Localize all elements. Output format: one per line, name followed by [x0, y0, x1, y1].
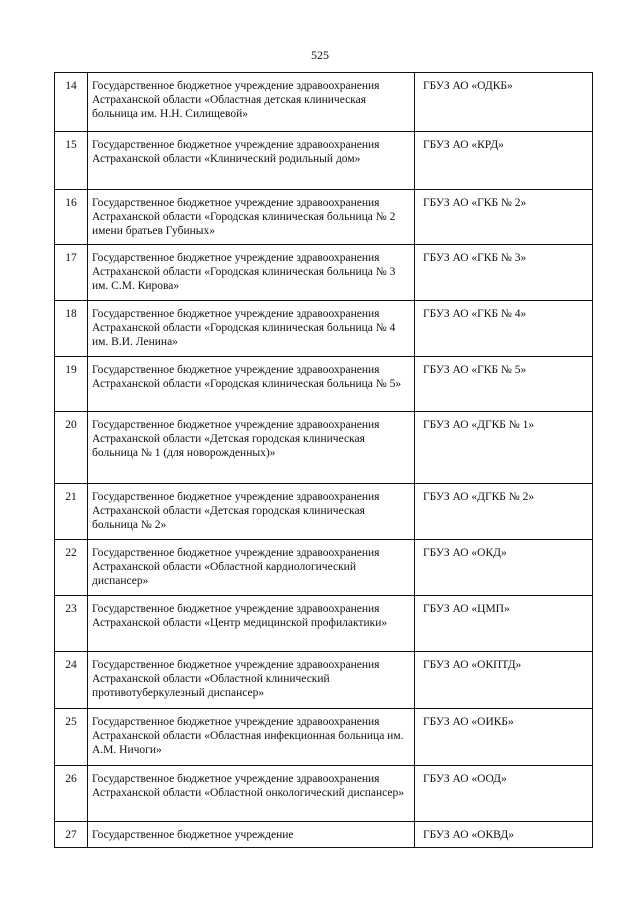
institution-name: Государственное бюджетное учреждение здравоохранения Астраханской области «Городская клиническая больница № 4 им. В.И. Ленина»: [88, 301, 415, 357]
institution-abbreviation: ГБУЗ АО «ОИКБ»: [415, 709, 593, 766]
table-row: [55, 709, 593, 766]
row-number: 20: [55, 412, 88, 484]
table-row: [55, 652, 593, 709]
row-number: 15: [55, 132, 88, 190]
row-number: 18: [55, 301, 88, 357]
institution-abbreviation: ГБУЗ АО «ДГКБ № 1»: [415, 412, 593, 484]
row-number: 23: [55, 596, 88, 652]
institution-name: Государственное бюджетное учреждение здравоохранения Астраханской области «Детская городская клиническая больница № 2»: [88, 484, 415, 540]
row-number: 25: [55, 709, 88, 766]
table-row: [55, 73, 593, 132]
institution-name: Государственное бюджетное учреждение здравоохранения Астраханской области «Областная детская клиническая больница им. Н.Н. Силищевой»: [88, 73, 415, 132]
institution-abbreviation: ГБУЗ АО «ООД»: [415, 766, 593, 822]
institution-name: Государственное бюджетное учреждение здравоохранения Астраханской области «Центр медицинской профилактики»: [88, 596, 415, 652]
institution-name: Государственное бюджетное учреждение здравоохранения Астраханской области «Детская городская клиническая больница № 1 (для новорожденных)»: [88, 412, 415, 484]
institution-abbreviation: ГБУЗ АО «ОДКБ»: [415, 73, 593, 132]
row-number: 16: [55, 190, 88, 245]
institution-name: Государственное бюджетное учреждение здравоохранения Астраханской области «Городская клиническая больница № 2 имени братьев Губиных»: [88, 190, 415, 245]
institution-abbreviation: ГБУЗ АО «ОКПТД»: [415, 652, 593, 709]
row-number: 22: [55, 540, 88, 596]
table-row: [55, 132, 593, 190]
institution-abbreviation: ГБУЗ АО «ГКБ № 5»: [415, 357, 593, 412]
institution-abbreviation: ГБУЗ АО «ГКБ № 4»: [415, 301, 593, 357]
row-number: 14: [55, 73, 88, 132]
institution-name: Государственное бюджетное учреждение здравоохранения Астраханской области «Городская клиническая больница № 5»: [88, 357, 415, 412]
institution-abbreviation: ГБУЗ АО «ГКБ № 3»: [415, 245, 593, 301]
institution-abbreviation: ГБУЗ АО «КРД»: [415, 132, 593, 190]
page-number: 525: [311, 48, 329, 62]
institution-name: Государственное бюджетное учреждение здравоохранения Астраханской области «Клинический родильный дом»: [88, 132, 415, 190]
row-number: 27: [55, 822, 88, 848]
institution-name: Государственное бюджетное учреждение здравоохранения Астраханской области «Областной кардиологический диспансер»: [88, 540, 415, 596]
institution-name: Государственное бюджетное учреждение здравоохранения Астраханской области «Областная инфекционная больница им. А.М. Ничоги»: [88, 709, 415, 766]
table-row: [55, 540, 593, 596]
row-number: 21: [55, 484, 88, 540]
table-row: [55, 596, 593, 652]
row-number: 19: [55, 357, 88, 412]
row-number: 17: [55, 245, 88, 301]
table-row: [55, 357, 593, 412]
institutions-table: [54, 72, 593, 848]
institution-abbreviation: ГБУЗ АО «ОКД»: [415, 540, 593, 596]
institution-abbreviation: ГБУЗ АО «ОКВД»: [415, 822, 593, 848]
table-row: [55, 484, 593, 540]
institution-abbreviation: ГБУЗ АО «ДГКБ № 2»: [415, 484, 593, 540]
table-row: [55, 766, 593, 822]
table-row: [55, 190, 593, 245]
row-number: 26: [55, 766, 88, 822]
institution-name: Государственное бюджетное учреждение здравоохранения Астраханской области «Областной онкологический диспансер»: [88, 766, 415, 822]
institution-name: Государственное бюджетное учреждение здравоохранения Астраханской области «Областной клинический противотуберкулезный диспансер»: [88, 652, 415, 709]
table-row: [55, 822, 593, 848]
institution-abbreviation: ГБУЗ АО «ГКБ № 2»: [415, 190, 593, 245]
institution-name: Государственное бюджетное учреждение здравоохранения Астраханской области «Городская клиническая больница № 3 им. С.М. Кирова»: [88, 245, 415, 301]
institution-abbreviation: ГБУЗ АО «ЦМП»: [415, 596, 593, 652]
table-row: [55, 412, 593, 484]
row-number: 24: [55, 652, 88, 709]
table-row: [55, 245, 593, 301]
table-row: [55, 301, 593, 357]
institution-name: Государственное бюджетное учреждение: [88, 822, 415, 848]
